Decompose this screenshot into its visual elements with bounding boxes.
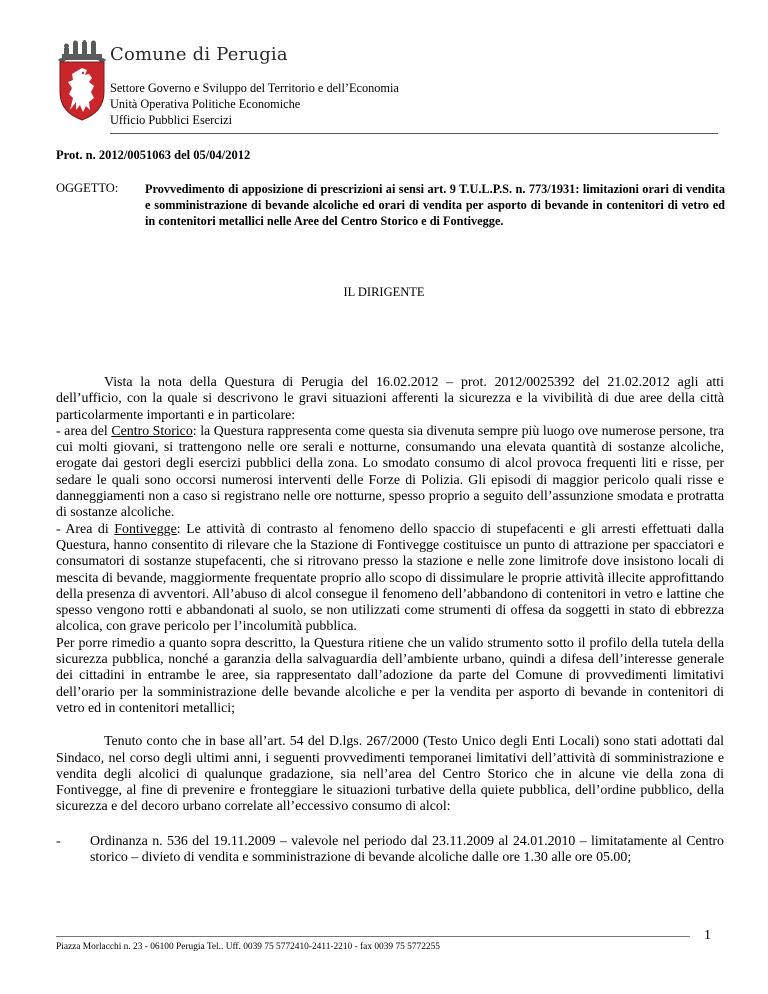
paragraph-remedy: Per porre rimedio a quanto sopra descritto, la Questura ritiene che un valido strumento sotto il profilo della tutela della sicurezza pubblica, nonché a garanzia della salvaguardia dell’ambiente urbano, quindi a difesa dell’interesse generale dei cittadini in entrambe le aree, sia rappresentato dall’adozione da parte del Comune di provvedimenti limitativi dell’orario per la somministrazione delle bevande alcoliche e per la vendita per asporto di bevande in contenitori di vetro ed in contenitori metallici; <box>56 635 724 716</box>
footer-divider <box>56 936 690 937</box>
office-sector: Settore Governo e Sviluppo del Territorio e dell’Economia <box>110 81 399 95</box>
paragraph-considering: Tenuto conto che in base all’art. 54 del D.lgs. 267/2000 (Testo Unico degli Enti Locali) sono stati adottati dal Sindaco, nel corso degli ultimi anni, i seguenti provvedimenti temporanei limitativi dell’attività di somministrazione e vendita degli alcolici di qualunque gradazione, sia nell’area del Centro Storico che in alcune vie della zona di Fontivegge, al fine di prevenire e fronteggiare le situazioni turbative della quiete pubblica, dell’ordine pubblico, della sicurezza e del decoro urbano correlate all’eccessivo consumo di alcol: <box>56 734 724 815</box>
footer-address: Piazza Morlacchi n. 23 - 06100 Perugia Tel.. Uff. 0039 75 5772410-2411-2210 - fax 0039 75 5772255 <box>56 942 440 952</box>
header-divider <box>110 133 718 134</box>
document-body <box>56 375 724 866</box>
paragraph-intro: Vista la nota della Questura di Perugia del 16.02.2012 – prot. 2012/0025392 del 21.02.2012 agli atti dell’ufficio, con la quale si descrivono le gravi situazioni afferenti la sicurezza e la vivibilità di due aree della città particolarmente importanti e in particolare: <box>56 375 724 423</box>
list-dash: - <box>56 833 61 849</box>
bullet-prefix: - Area di <box>56 521 115 537</box>
comune-crest-logo <box>56 40 108 122</box>
protocol-number: Prot. n. 2012/0051063 del 05/04/2012 <box>56 148 251 162</box>
page-number: 1 <box>704 928 711 943</box>
list-item <box>56 834 724 867</box>
paragraph-gap <box>56 717 724 734</box>
area-name-centro-storico: Centro Storico <box>111 423 193 439</box>
paragraph-fontivegge <box>56 522 724 636</box>
subject-label: OGGETTO: <box>56 181 119 195</box>
comune-title: Comune di Perugia <box>110 44 288 65</box>
bullet-prefix: - area del <box>56 423 112 439</box>
crown-icon <box>58 40 106 62</box>
office-department: Ufficio Pubblici Esercizi <box>110 113 233 127</box>
office-lines <box>110 80 399 128</box>
list-item-text: Ordinanza n. 536 del 19.11.2009 – valevole nel periodo dal 23.11.2009 al 24.01.2010 – limitatamente al Centro storico – divieto di vendita e somministrazione di bevande alcoliche dalle ore 1.30 alle ore 05.00; <box>90 833 724 866</box>
paragraph-text: : la Questura rappresenta come questa sia divenuta sempre più luogo ove numerose persone, tra cui molti giovani, si trattengono nelle ore serali e notturne, consumando una elevata quantità di sostanze alcoliche, erogate dai gestori degli esercizi pubblici della zona. Lo smodato consumo di alcol provoca frequenti liti e risse, per sedare le quali sono occorsi numerosi interventi delle Forze di Polizia. Gli episodi di maggior pericolo quali risse e danneggiamenti non a caso si registrano nelle ore notturne, spesso proprio a seguito dell’assunzione smodata e protratta di sostanze alcoliche. <box>56 423 725 521</box>
section-heading: IL DIRIGENTE <box>343 285 425 299</box>
paragraph-centro-storico <box>56 424 724 522</box>
subject-text: Provvedimento di apposizione di prescrizioni ai sensi art. 9 T.U.L.P.S. n. 773/1931: limitazioni orari di vendita e somministrazione di bevande alcoliche ed orari di vendita per asporto di bevande in contenitori di vetro ed in contenitori metallici nelle Aree del Centro Storico e di Fontivegge. <box>145 182 725 228</box>
area-name-fontivegge: Fontivegge <box>114 521 177 537</box>
office-unit: Unità Operativa Politiche Economiche <box>110 97 301 111</box>
paragraph-text: : Le attività di contrasto al fenomeno dello spaccio di stupefacenti e gli arresti effettuati dalla Questura, hanno consentito di rilevare che la Stazione di Fontivegge costituisce un punto di attrazione per spacciatori e consumatori di sostanze stupefacenti, che si ritrovano presso la stazione e nelle zone limitrofe dove insistono locali di mescita di bevande, maggiormente frequentate proprio allo scopo di dissimulare le proprie attività illecite approfittando della presenza di avventori. All’abuso di alcol consegue il fenomeno dell’abbandono di contenitori in vetro e lattine che spesso vengono rotti e abbandonati al suolo, se non utilizzati come strumenti di offesa da soggetti in stato di ebbrezza alcolica, con grave pericolo per l’incolumità pubblica. <box>56 521 724 635</box>
